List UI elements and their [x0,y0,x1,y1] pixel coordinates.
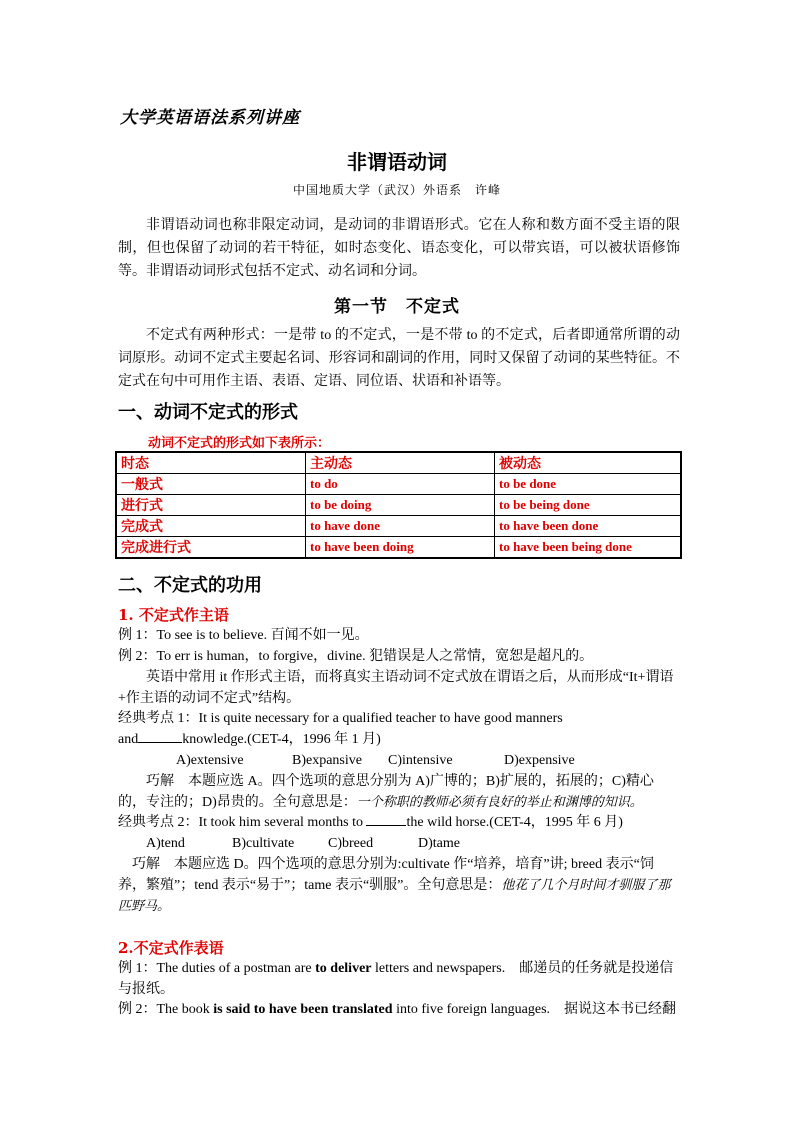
example-text: 例 2：The book [118,1002,214,1017]
table-cell: to have done [306,516,495,537]
answer-blank [366,813,406,826]
table-cell: to be done [495,474,682,495]
table-row [116,537,681,559]
question-text: 经典考点 2：It took him several months to [118,815,363,830]
page-title: 非谓语动词 [347,150,447,174]
subheading-infinitive-as-predicative: 2.不定式作表语 [118,939,224,957]
table-cell: to be doing [306,495,495,516]
table-cell: to be being done [495,495,682,516]
part2-heading: 二、不定式的功用 [118,575,262,596]
section-intro-paragraph: 不定式有两种形式：一是带 to 的不定式，一是不带 to 的不定式，后者即通常所谓的动词原形。动词不定式主要起名词、形容词和副词的作用，同时又保留了动词的某些特征。不定式在句中可用作主语、表语、定语、同位语、状语和补语等。 [118,328,680,389]
option: A)extensive [176,753,244,768]
example-line: 例 2：To err is human，to forgive，divine. 犯错误是人之常情，宽恕是超凡的。 [118,649,594,664]
question-text: knowledge.(CET-4，1996 年 1 月) [182,732,381,747]
exam-question-1-explanation [118,771,680,813]
exam-question-2-explanation [118,854,680,917]
exam-question-2-line [118,812,684,833]
question-text: the wild horse.(CET-4，1995 年 6 月) [406,815,623,830]
exam-question-1-line: 经典考点 1：It is quite necessary for a qualified teacher to have good manners [118,711,563,726]
option: A)tend [146,836,185,851]
exam-question-2-options [146,833,712,854]
example-line [118,958,680,1000]
option: D)expensive [504,753,575,768]
option: D)tame [418,836,460,851]
explanation-text: 巧解 本题应选 D。四个选项的意思分别为:cultivate 作“培养，培育”讲; breed 表示“饲养，繁殖”；tend 表示“易于”；tame 表示“驯服”。全句意思是： [118,857,654,893]
option: C)intensive [388,753,453,768]
table-row [116,516,681,537]
table-header-cell: 时态 [116,452,306,474]
option: B)cultivate [232,836,295,851]
part1-heading: 一、动词不定式的形式 [118,402,298,423]
example-highlight: to deliver [315,961,372,976]
option: C)breed [328,836,374,851]
explanation-translation: 他花了几个月时间才驯服了那匹野马。 [118,878,671,914]
example-line [118,999,684,1020]
table-cell: 完成进行式 [116,537,306,559]
option: B)expansive [292,753,362,768]
table-cell: to have been done [495,516,682,537]
exam-question-1-blank-line [118,729,684,750]
explanation-text: 巧解 本题应选 A。四个选项的意思分别为 A)广博的；B)扩展的，拓展的；C)精心的，专注的；D)昂贵的。全句意思是： [118,774,654,810]
example-text: into five foreign languages. 据说这本书已经翻 [392,1002,677,1017]
table-cell: 完成式 [116,516,306,537]
table-header-row [116,452,681,474]
infinitive-forms-table [115,451,682,559]
exam-question-1-options [176,750,742,771]
table-cell: 一般式 [116,474,306,495]
table-cell: to have been being done [495,537,682,559]
note-paragraph: 英语中常用 it 作形式主语，而将真实主语动词不定式放在谓语之后，从而形成“It+谓语+作主语的动词不定式”结构。 [118,670,674,706]
section-title: 第一节 不定式 [334,297,460,317]
table-header-cell: 主动态 [306,452,495,474]
intro-paragraph: 非谓语动词也称非限定动词，是动词的非谓语形式。它在人称和数方面不受主语的限制，但也保留了动词的若干特征，如时态变化、语态变化，可以带宾语，可以被状语修饰等。非谓语动词形式包括不定式、动名词和分词。 [118,218,680,279]
series-title: 大学英语语法系列讲座 [120,108,300,128]
example-text: letters and newspapers. 邮递员的任务就是投递信与报纸。 [118,961,674,997]
table-caption: 动词不定式的形式如下表所示： [148,436,331,451]
subheading-infinitive-as-subject: 1. 不定式作主语 [118,606,229,624]
author-line: 中国地质大学（武汉）外语系 许峰 [292,183,501,197]
example-line: 例 1：To see is to believe. 百闻不如一见。 [118,628,369,643]
table-cell: 进行式 [116,495,306,516]
table-cell: to have been doing [306,537,495,559]
table-row [116,495,681,516]
table-header-cell: 被动态 [495,452,682,474]
question-text: and [118,732,139,747]
table-row [116,474,681,495]
example-text: 例 1：The duties of a postman are [118,961,316,976]
explanation-translation: 一个称职的教师必须有良好的举止和渊博的知识。 [356,795,643,810]
example-highlight: is said to have been translated [213,1002,393,1017]
answer-blank [138,730,182,743]
table-cell: to do [306,474,495,495]
